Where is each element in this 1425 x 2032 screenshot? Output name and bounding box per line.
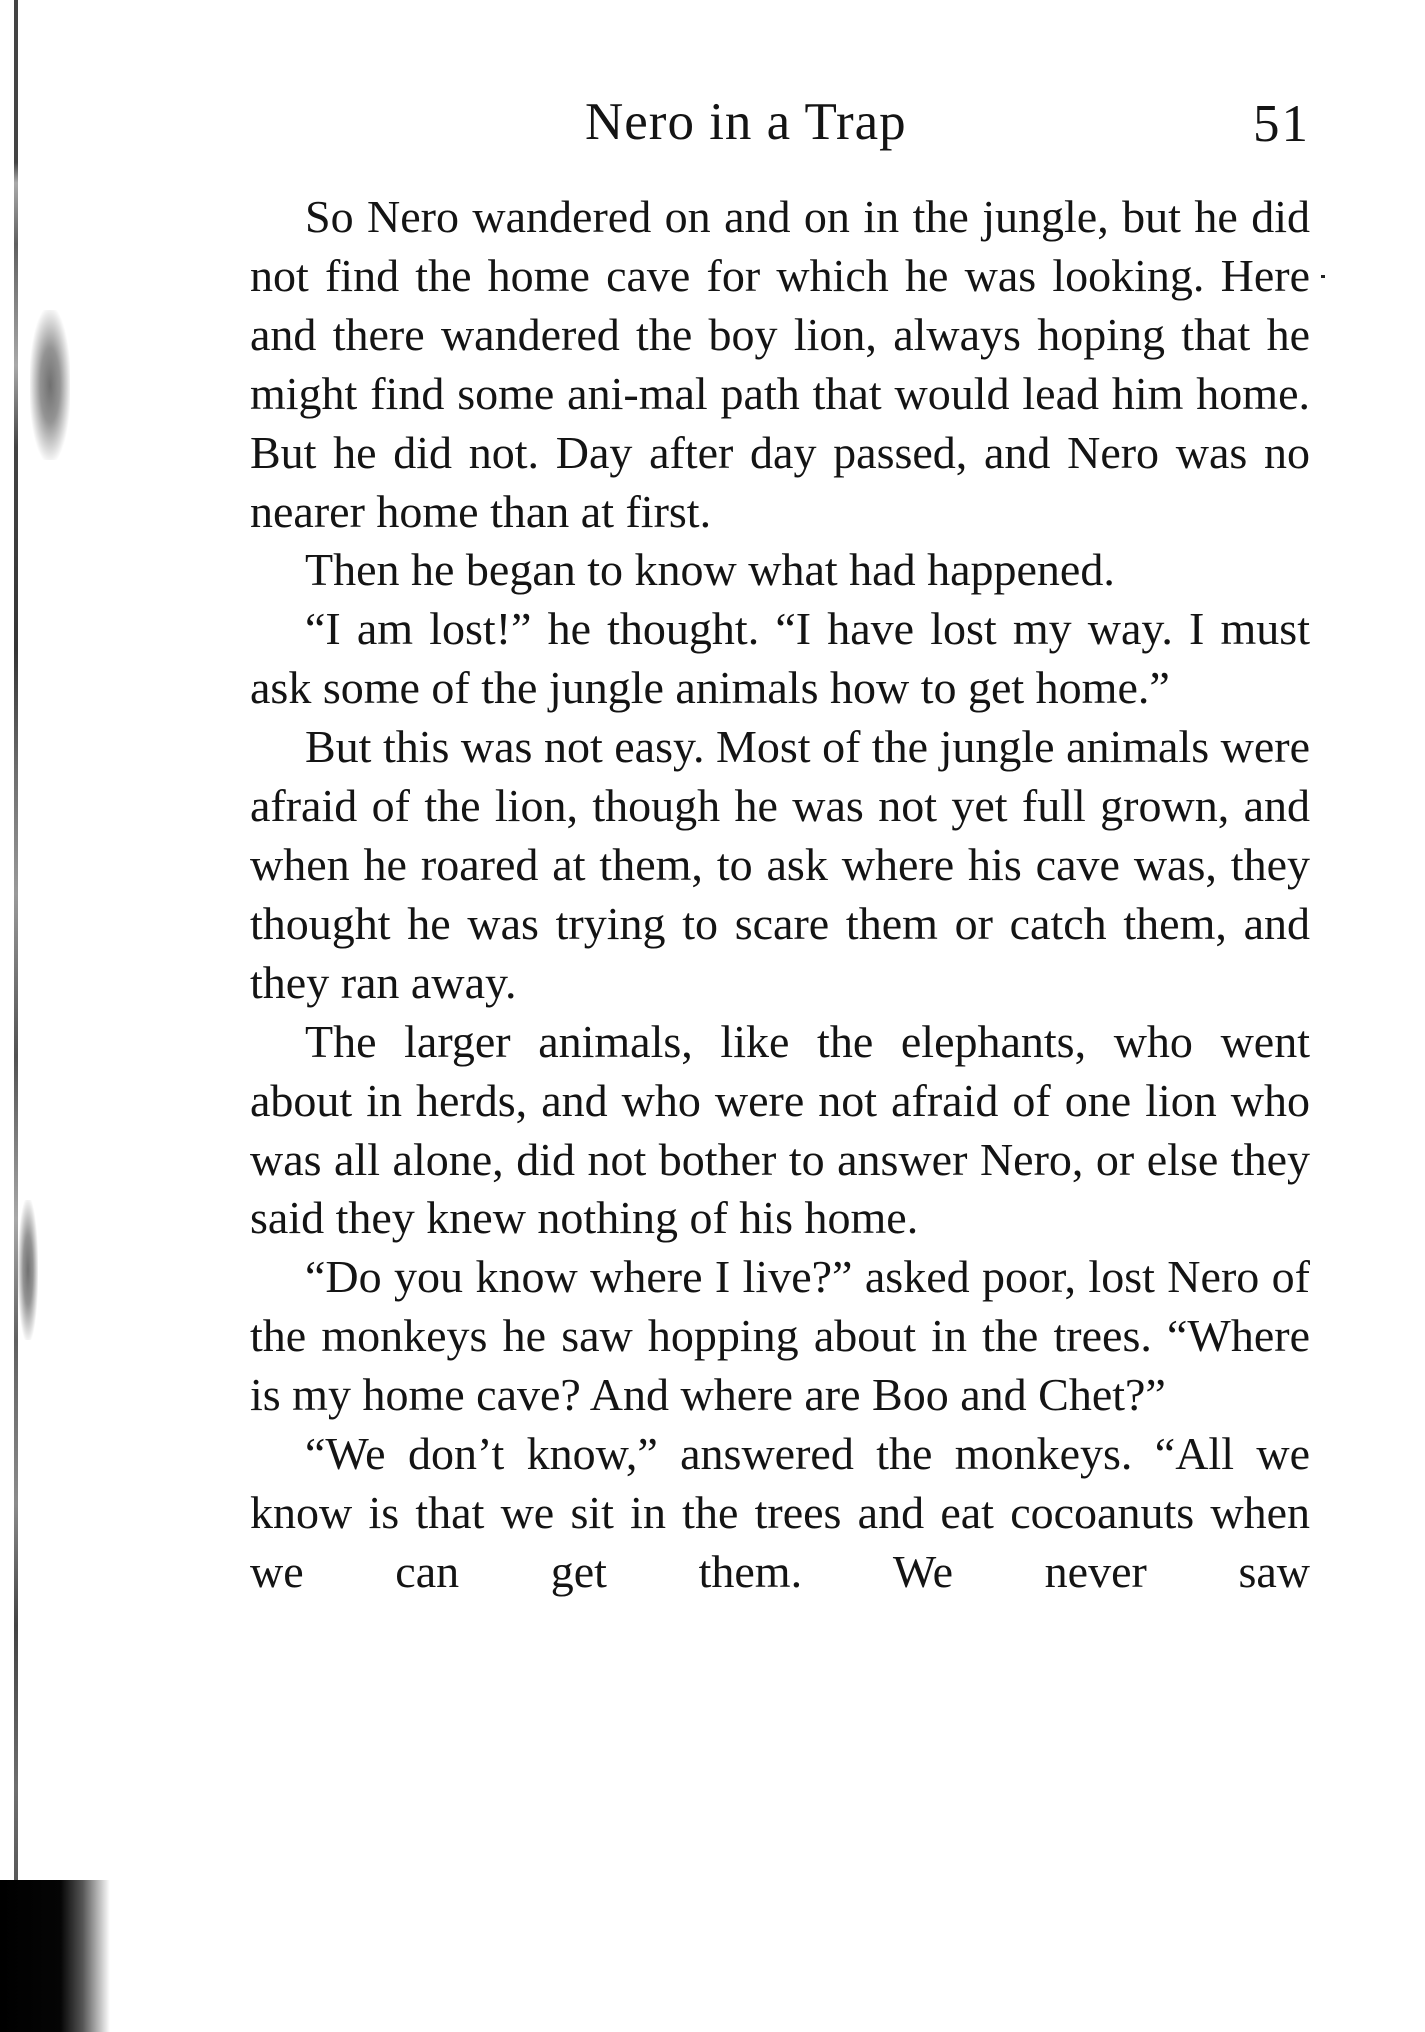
body-text: [250, 188, 1310, 1602]
paragraph: Then he began to know what had happened.: [305, 544, 1115, 596]
binding-edge: [0, 0, 34, 2032]
binding-speckle: [18, 1200, 38, 1340]
binding-line: [14, 0, 18, 2032]
stray-mark: [1321, 275, 1325, 278]
page-number: 51: [1253, 95, 1310, 153]
paragraph: “Do you know where I live?” asked poor, lost Nero of the monkeys he saw hopping about in the trees. “Where is my home cave? And where are Boo and Chet?”: [250, 1251, 1310, 1421]
paragraph: But this was not easy. Most of the jungle animals were afraid of the lion, though he was not yet full grown, and when he roared at them, to ask where his cave was, they thought he was trying to scare them or catch them, and they ran away.: [250, 721, 1311, 1008]
binding-shadow: [0, 1880, 110, 2032]
paragraph: “I am lost!” he thought. “I have lost my way. I must ask some of the jungle animals how to get home.”: [250, 603, 1310, 714]
binding-speckle: [30, 310, 70, 460]
paragraph: The larger animals, like the elephants, who went about in herds, and who were not afraid of one lion who was all alone, did not bother to answer Nero, or else they said they knew nothing of his home.: [250, 1015, 1310, 1244]
paragraph: So Nero wandered on and on in the jungle, but he did not find the home cave for which he was looking. Here and there wandered the boy lion, always hoping that he might find some ani-mal path that would lead him home. But he did not. Day after day passed, and Nero was no nearer home than at first.: [250, 191, 1310, 537]
paragraph: “We don’t know,” answered the monkeys. “All we know is that we sit in the trees and eat cocoanuts when we can get them. We never saw: [250, 1428, 1310, 1597]
running-head: [250, 92, 1310, 162]
running-title: Nero in a Trap: [585, 93, 907, 151]
